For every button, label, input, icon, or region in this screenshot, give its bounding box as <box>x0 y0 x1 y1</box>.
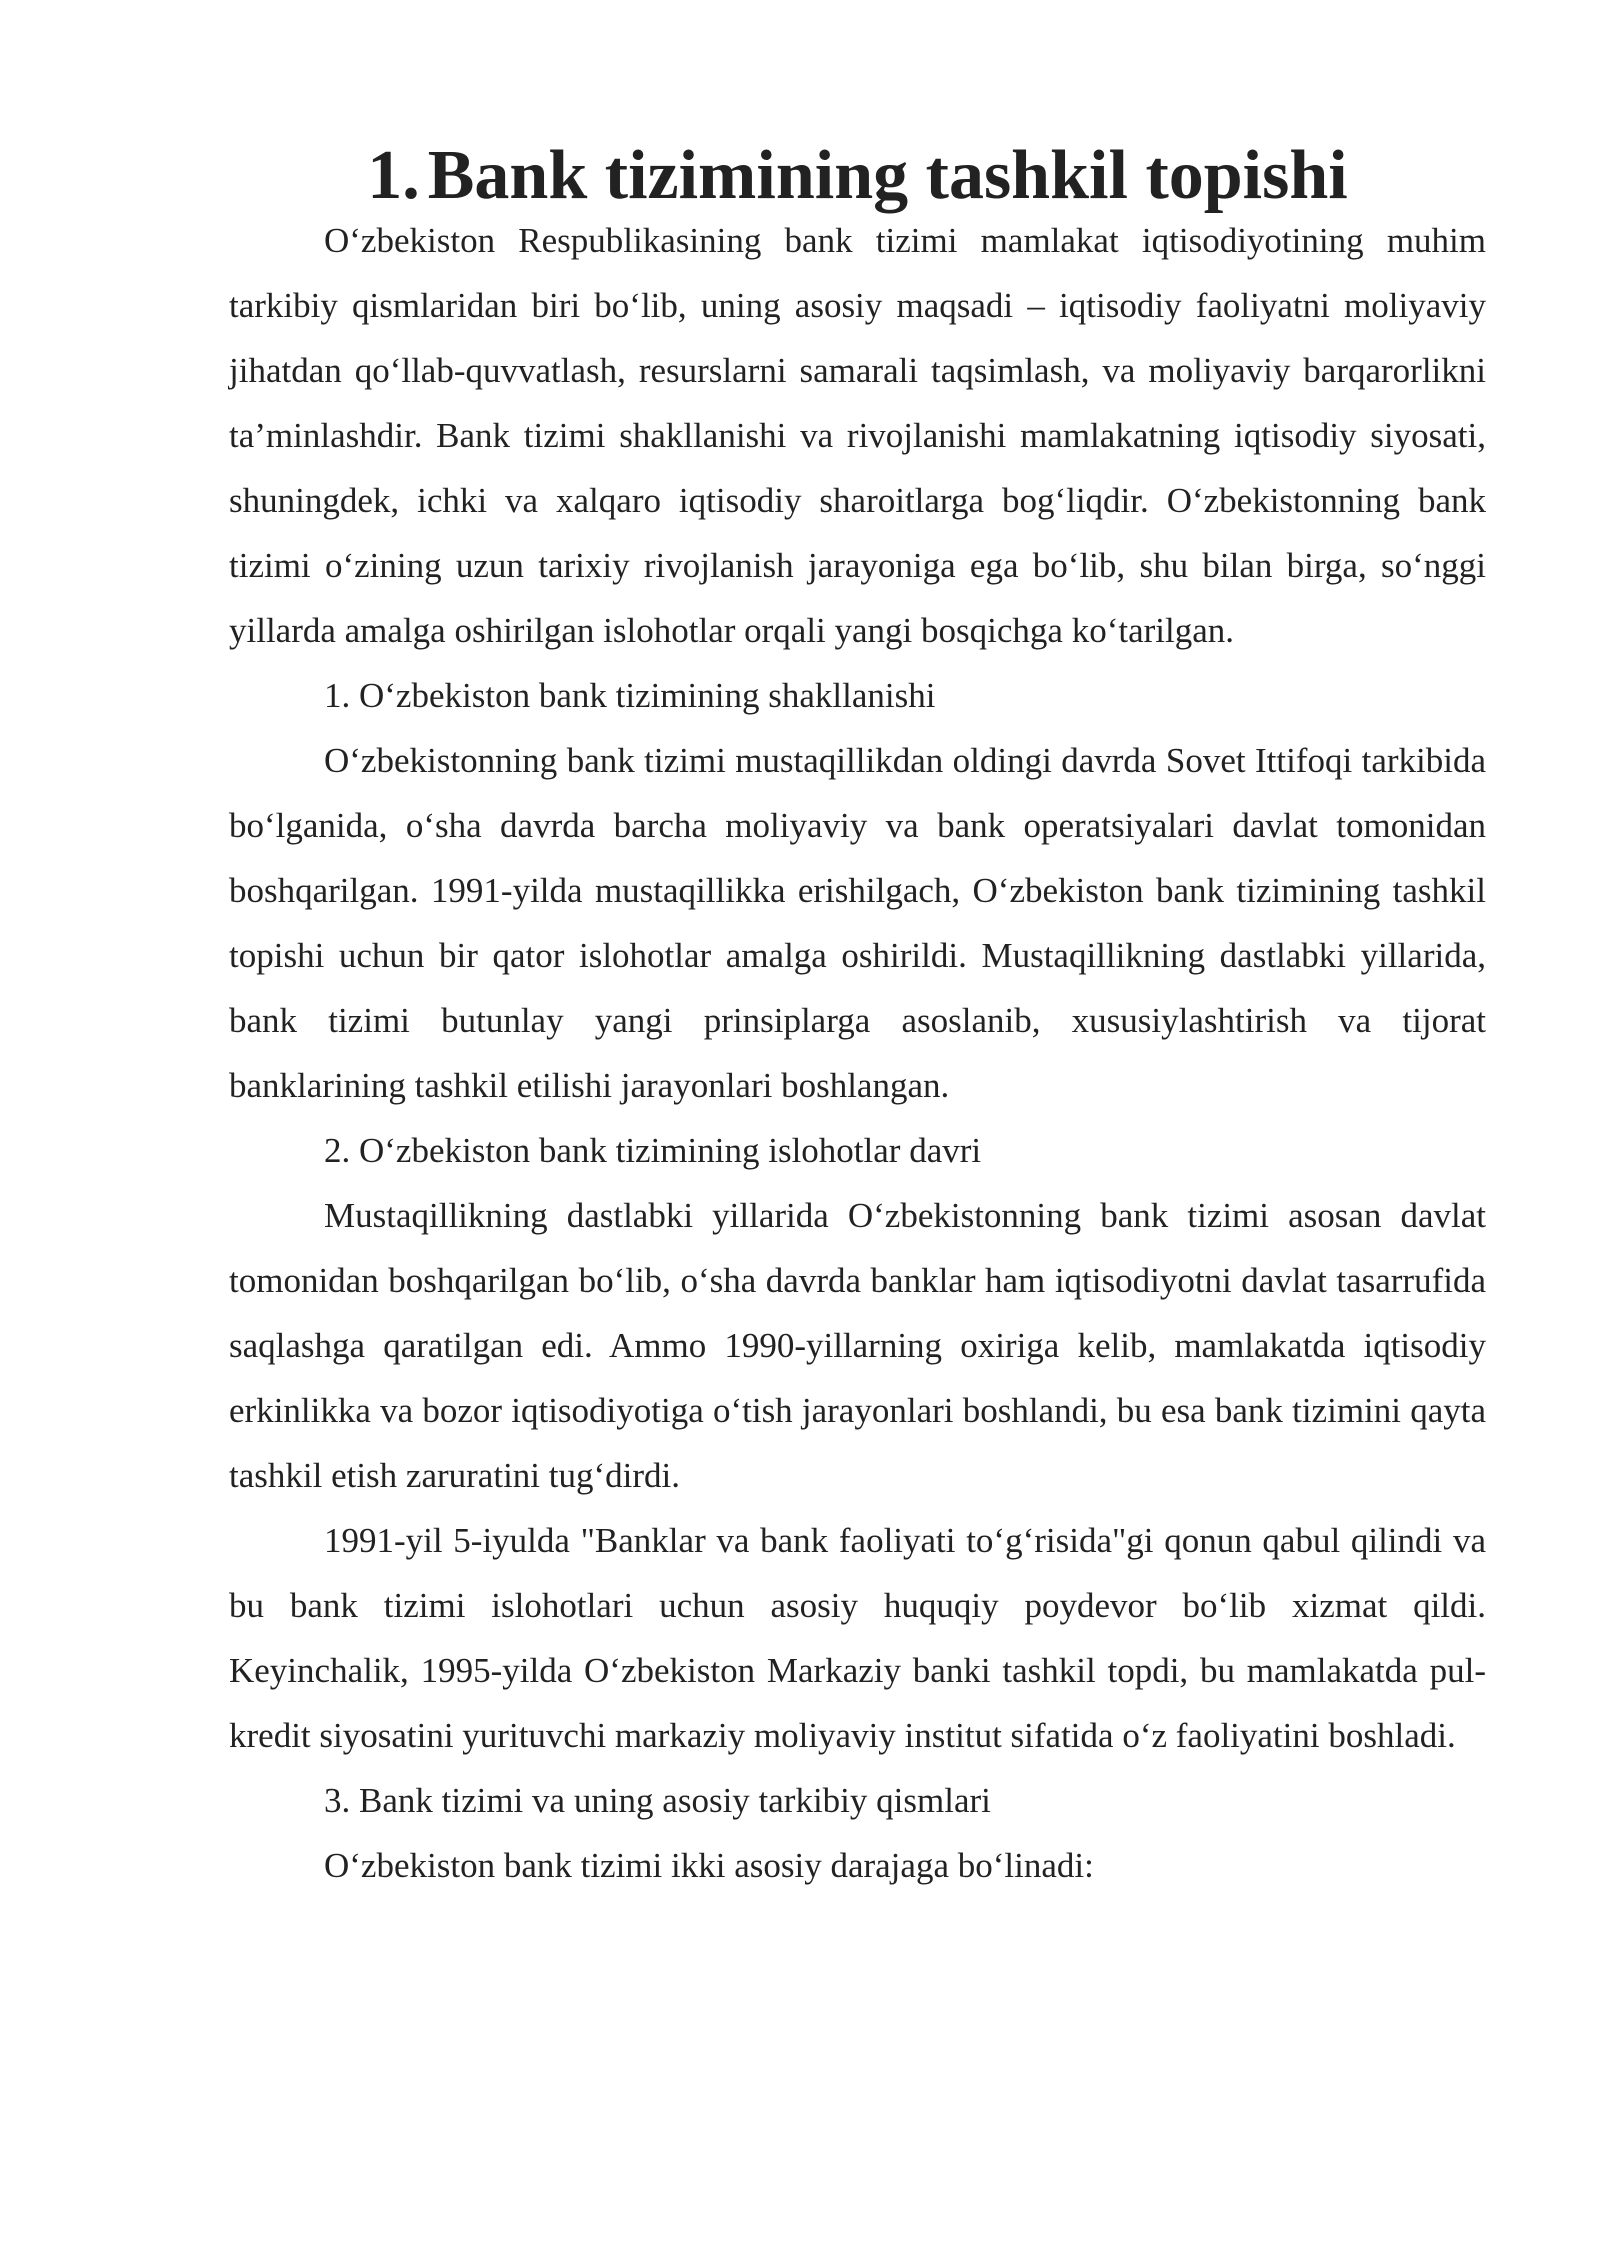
paragraph-reforms: Mustaqillikning dastlabki yillarida O‘zbekistonning bank tizimi asosan davlat tomonidan boshqarilgan bo‘lib, o‘sha davrda banklar ham iqtisodiyotni davlat tasarrufida saqlashga qaratilgan edi. Ammo 1990-yillarning oxiriga kelib, mamlakatda iqtisodiy erkinlikka va bozor iqtisodiyotiga o‘tish jarayonlari boshlandi, bu esa bank tizimini qayta tashkil etish zaruratini tug‘dirdi. <box>229 1196 1486 1495</box>
section-heading-2: 2. O‘zbekiston bank tizimining islohotlar davri <box>324 1131 982 1170</box>
document-body <box>229 208 1486 1898</box>
paragraph-law: 1991-yil 5-iyulda "Banklar va bank faoliyati to‘g‘risida"gi qonun qabul qilindi va bu bank tizimi islohotlari uchun asosiy huquqiy poydevor bo‘lib xizmat qildi. Keyinchalik, 1995-yilda O‘zbekiston Markaziy banki tashkil topdi, bu mamlakatda pul-kredit siyosatini yurituvchi markaziy moliyaviy institut sifatida o‘z faoliyatini boshladi. <box>229 1521 1486 1755</box>
paragraph-levels: O‘zbekiston bank tizimi ikki asosiy darajaga bo‘linadi: <box>324 1846 1094 1885</box>
title-number: 1. <box>367 137 420 214</box>
paragraph-intro: O‘zbekiston Respublikasining bank tizimi mamlakat iqtisodiyotining muhim tarkibiy qismlaridan biri bo‘lib, uning asosiy maqsadi – iqtisodiy faoliyatni moliyaviy jihatdan qo‘llab-quvvatlash, resurslarni samarali taqsimlash, va moliyaviy barqarorlikni ta’minlashdir. Bank tizimi shakllanishi va rivojlanishi mamlakatning iqtisodiy siyosati, shuningdek, ichki va xalqaro iqtisodiy sharoitlarga bog‘liqdir. O‘zbekistonning bank tizimi o‘zining uzun tarixiy rivojlanish jarayoniga ega bo‘lib, shu bilan birga, so‘nggi yillarda amalga oshirilgan islohotlar orqali yangi bosqichga ko‘tarilgan. <box>229 221 1486 650</box>
page-title <box>229 137 1486 214</box>
document-page <box>229 0 1486 2262</box>
section-heading-3: 3. Bank tizimi va uning asosiy tarkibiy qismlari <box>324 1781 991 1820</box>
section-heading-1: 1. O‘zbekiston bank tizimining shakllanishi <box>324 676 936 715</box>
paragraph-formation: O‘zbekistonning bank tizimi mustaqillikdan oldingi davrda Sovet Ittifoqi tarkibida bo‘lganida, o‘sha davrda barcha moliyaviy va bank operatsiyalari davlat tomonidan boshqarilgan. 1991-yilda mustaqillikka erishilgach, O‘zbekiston bank tizimining tashkil topishi uchun bir qator islohotlar amalga oshirildi. Mustaqillikning dastlabki yillarida, bank tizimi butunlay yangi prinsiplarga asoslanib, xususiylashtirish va tijorat banklarining tashkil etilishi jarayonlari boshlangan. <box>229 741 1486 1105</box>
title-text: Bank tizimining tashkil topishi <box>427 137 1348 214</box>
